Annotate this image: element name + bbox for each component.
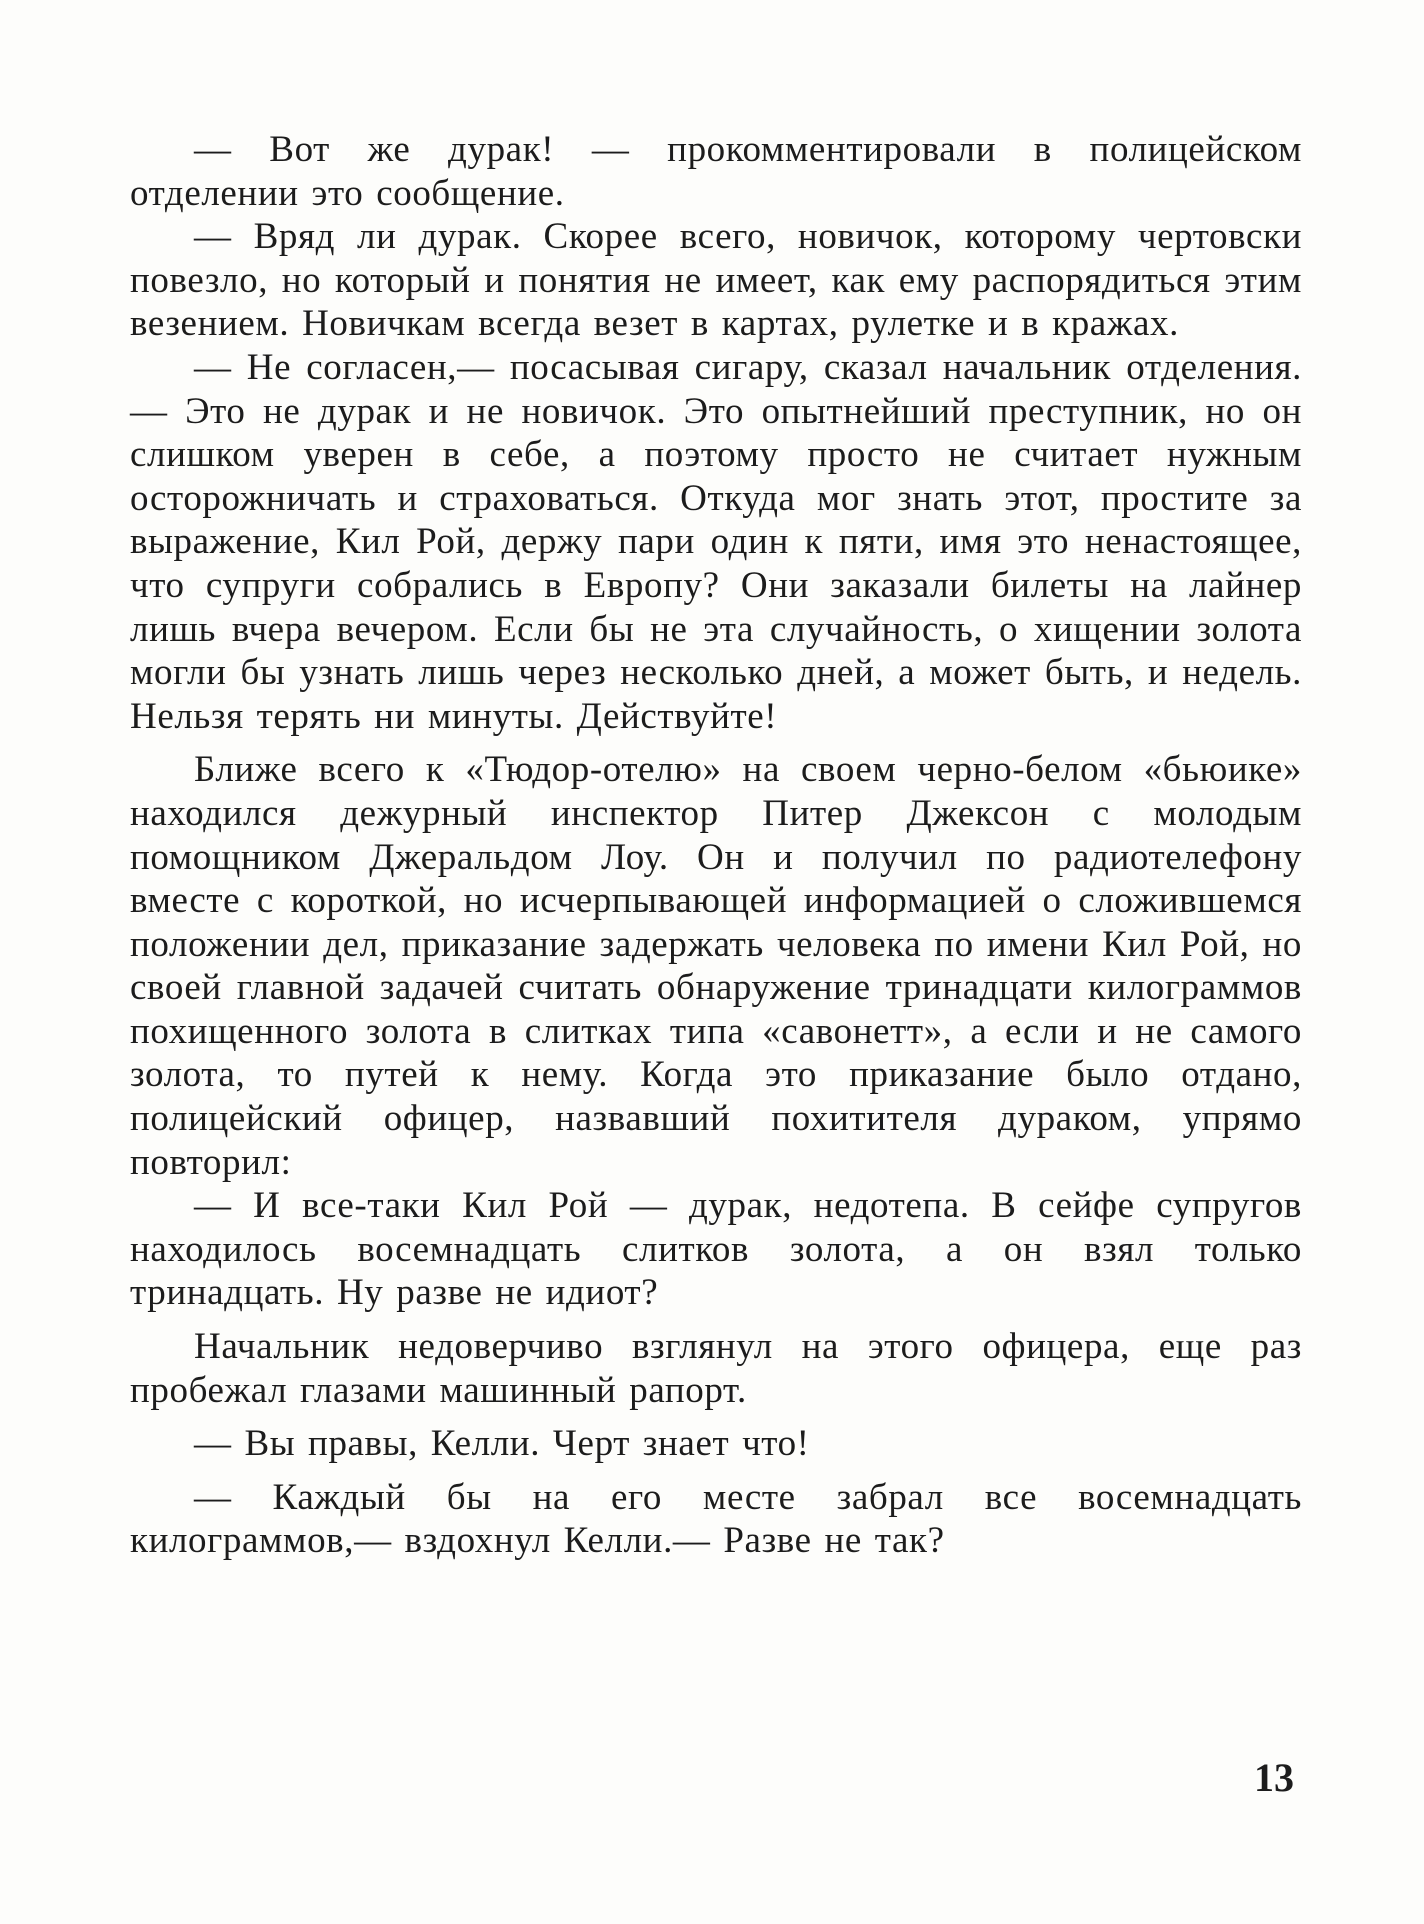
body-text [130, 128, 1302, 1563]
paragraph: — Каждый бы на его месте забрал все восемнадцать килограммов,— вздохнул Келли.— Разве не так? [130, 1476, 1302, 1562]
page-number: 13 [1254, 1755, 1294, 1800]
paragraph: — И все-таки Кил Рой — дурак, недотепа. В сейфе супругов находилось восемнадцать слитков золота, а он взял только тринадцать. Ну разве не идиот? [130, 1185, 1302, 1314]
paragraph: — Вы правы, Келли. Черт знает что! [194, 1423, 810, 1465]
paragraph: — Вот же дурак! — прокомментировали в полицейском отделении это сообщение. [130, 129, 1302, 214]
paragraph: — Вряд ли дурак. Скорее всего, новичок, которому чертовски повезло, но который и понятия не имеет, как ему распорядиться этим везением. Новичкам всегда везет в картах, рулетке и в кражах. [130, 216, 1302, 345]
paragraph: Начальник недоверчиво взглянул на этого офицера, еще раз пробежал глазами машинный рапорт. [130, 1326, 1302, 1411]
paragraph: — Не согласен,— посасывая сигару, сказал начальник отделения.— Это не дурак и не новичок. Это опытнейший преступник, но он слишком уверен в себе, а поэтому просто не считает нужным осторожничать и страховаться. Откуда мог знать этот, простите за выражение, Кил Рой, держу пари один к пяти, имя это ненастоящее, что супруги собрались в Европу? Они заказали билеты на лайнер лишь вчера вечером. Если бы не эта случайность, о хищении золота могли бы узнать лишь через несколько дней, а может быть, и недель. Нельзя терять ни минуты. Действуйте! [130, 346, 1302, 737]
paragraph: Ближе всего к «Тюдор-отелю» на своем черно-белом «бьюике» находился дежурный инспектор Питер Джексон с молодым помощником Джеральдом Лоу. Он и получил по радиотелефону вместе с короткой, но исчерпывающей информацией о сложившемся положении дел, приказание задержать человека по имени Кил Рой, но своей главной задачей считать обнаружение тринадцати килограммов похищенного золота в слитках типа «савонетт», а если и не самого золота, то путей к нему. Когда это приказание было отдано, полицейский офицер, назвавший похитителя дураком, упрямо повторил: [130, 749, 1302, 1183]
